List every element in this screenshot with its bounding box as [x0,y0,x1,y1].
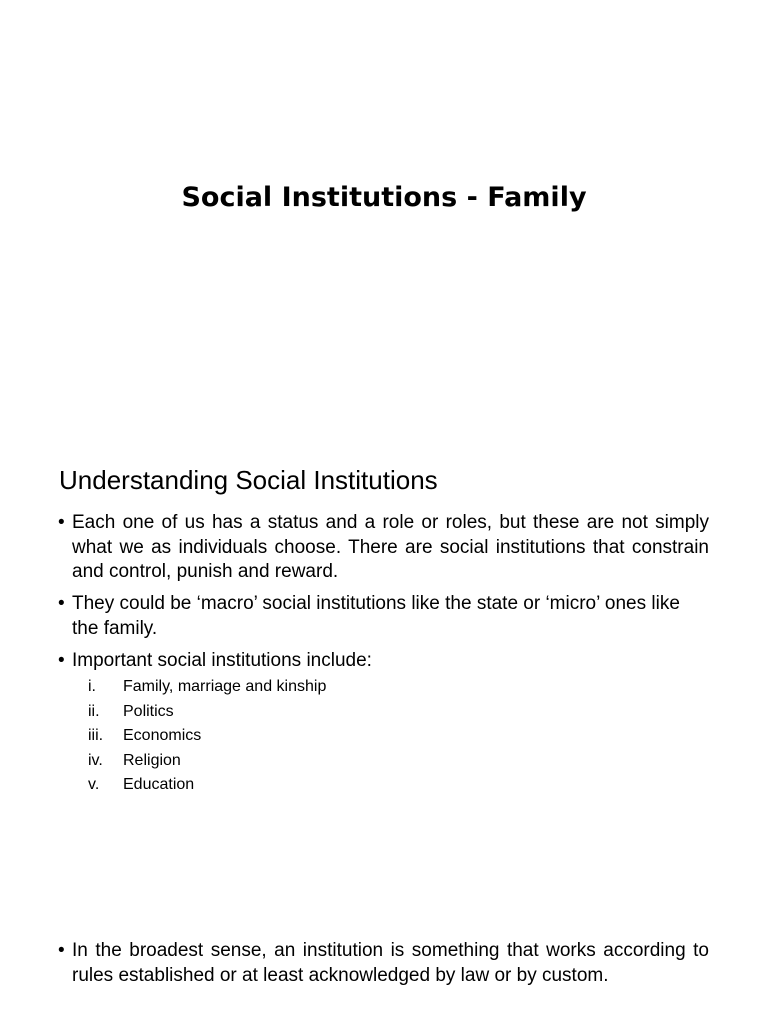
sublist-item [88,749,181,774]
bullet-dot: • [58,593,65,614]
slide-title: Social Institutions - Family [181,182,587,213]
bullet-item [58,592,709,641]
sublist-text: Politics [123,703,174,720]
sublist-item [88,773,194,798]
bullet-dot: • [58,940,65,961]
bullet-text: Important social institutions include: [72,650,372,671]
bullet-item [58,649,709,674]
bullet-dot: • [58,650,65,671]
sublist-number: iv. [88,752,103,769]
section-heading: Understanding Social Institutions [59,465,438,495]
sublist-item [88,724,201,749]
sublist-text: Family, marriage and kinship [123,678,327,695]
sublist-item [88,700,174,725]
sublist-text: Religion [123,752,181,769]
sublist-number: ii. [88,703,100,720]
sublist-item [88,675,326,700]
bullet-text: They could be ‘macro’ social institutions like the state or ‘micro’ ones like the family. [72,593,680,639]
sublist-text: Education [123,776,195,793]
bullet-text: Each one of us has a status and a role or roles, but these are not simply what we as individuals choose. There are social institutions that constrain and control, punish and reward. [72,512,709,582]
sublist-number: v. [88,776,100,793]
bullet-text: In the broadest sense, an institution is something that works according to rules established or at least acknowledged by law or by custom. [72,940,709,986]
sublist-number: i. [88,678,96,695]
bullet-dot: • [58,512,65,533]
bullet-item [58,939,709,988]
bullet-item [58,511,709,585]
sublist-number: iii. [88,727,104,744]
sublist-text: Economics [123,727,202,744]
